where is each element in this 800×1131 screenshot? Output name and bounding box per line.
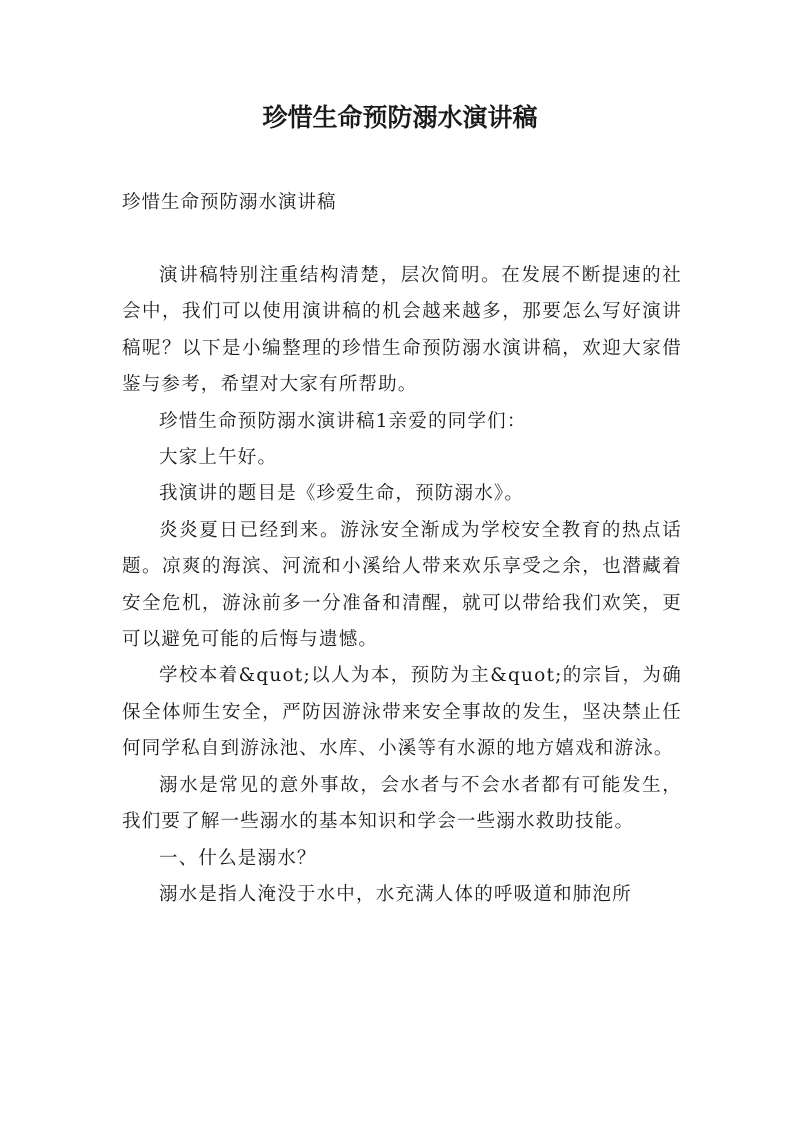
paragraph: 溺水是指人淹没于水中，水充满人体的呼吸道和肺泡所	[159, 883, 632, 905]
document-subtitle: 珍惜生命预防溺水演讲稿	[122, 192, 337, 213]
document-title: 珍惜生命预防溺水演讲稿	[262, 103, 538, 132]
paragraph: 我演讲的题目是《珍爱生命，预防溺水》。	[159, 483, 525, 505]
paragraph: 炎炎夏日已经到来。游泳安全渐成为学校安全教育的热点话题。凉爽的海滨、河流和小溪给人带来欢乐享受之余，也潜藏着安全危机，游泳前多一分准备和清醒，就可以带给我们欢笑，更可以避免可能的后悔与遗憾。	[122, 519, 682, 651]
paragraph: 珍惜生命预防溺水演讲稿1亲爱的同学们：	[159, 410, 527, 432]
paragraph: 大家上午好。	[159, 447, 278, 469]
paragraph: 溺水是常见的意外事故，会水者与不会水者都有可能发生，我们要了解一些溺水的基本知识和学会一些溺水救助技能。	[122, 774, 682, 833]
paragraph: 学校本着&quot;以人为本，预防为主&quot;的宗旨，为确保全体师生安全，严防因游泳带来安全事故的发生，坚决禁止任何同学私自到游泳池、水库、小溪等有水源的地方嬉戏和游泳。	[122, 665, 682, 760]
paragraph: 一、什么是溺水？	[159, 847, 317, 869]
paragraph: 演讲稿特别注重结构清楚，层次简明。在发展不断提速的社会中，我们可以使用演讲稿的机会越来越多，那要怎么写好演讲稿呢？以下是小编整理的珍惜生命预防溺水演讲稿，欢迎大家借鉴与参考，希望对大家有所帮助。	[122, 265, 682, 396]
document-body	[122, 258, 682, 913]
